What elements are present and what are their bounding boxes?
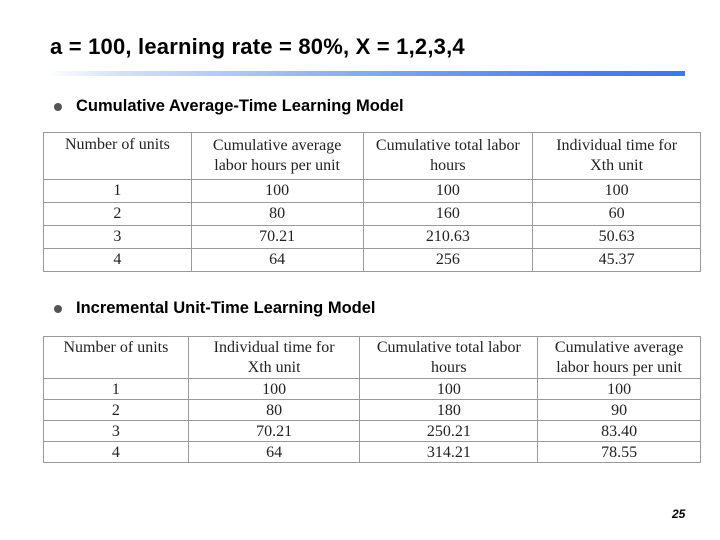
table-cell: 3 <box>44 421 189 442</box>
title-underline <box>45 71 685 76</box>
table-cell: 210.63 <box>363 226 533 249</box>
table-cell: 250.21 <box>360 421 538 442</box>
table-row <box>44 203 701 226</box>
section1-heading: Cumulative Average-Time Learning Model <box>76 97 404 115</box>
table-cell: 78.55 <box>538 442 701 463</box>
header-text: Individual time for <box>556 137 678 154</box>
table-row <box>44 421 701 442</box>
bullet-icon <box>54 305 62 313</box>
table-cell: 60 <box>533 203 701 226</box>
header-text: Number of units <box>64 136 170 153</box>
table-cell: 100 <box>363 180 533 203</box>
table-cell: 70.21 <box>188 421 360 442</box>
header-text: Individual time for <box>213 338 335 356</box>
header-cell <box>360 337 538 379</box>
header-cell <box>44 337 189 379</box>
page-number: 25 <box>672 507 686 521</box>
table-row <box>44 180 701 203</box>
header-cell <box>363 133 533 180</box>
table-cell: 83.40 <box>538 421 701 442</box>
table-cell: 4 <box>44 442 189 463</box>
table-cell: 70.21 <box>191 226 363 249</box>
table-cell: 50.63 <box>533 226 701 249</box>
table-cell: 100 <box>538 379 701 400</box>
table-cell: 64 <box>191 249 363 272</box>
section2-heading: Incremental Unit-Time Learning Model <box>76 299 376 317</box>
table-cell: 100 <box>360 379 538 400</box>
header-cell <box>191 133 363 180</box>
table-cell: 2 <box>44 400 189 421</box>
header-text: Cumulative total labor <box>376 338 521 356</box>
table-cell: 1 <box>44 379 189 400</box>
table-header-row <box>44 133 701 180</box>
header-text: Xth unit <box>590 157 644 174</box>
table-row <box>44 400 701 421</box>
bullet-icon <box>54 103 62 111</box>
header-text: labor hours per unit <box>556 358 682 376</box>
table-cell: 100 <box>191 180 363 203</box>
header-cell <box>538 337 701 379</box>
table-row <box>44 226 701 249</box>
table-cell: 2 <box>44 203 192 226</box>
header-text: hours <box>431 358 467 376</box>
header-text: labor hours per unit <box>214 157 340 174</box>
table-row <box>44 442 701 463</box>
header-cell <box>533 133 701 180</box>
cumulative-average-time-table <box>43 132 701 272</box>
header-text: Cumulative average <box>212 137 342 154</box>
section2-bullet <box>54 299 376 318</box>
table-cell: 256 <box>363 249 533 272</box>
table-cell: 4 <box>44 249 192 272</box>
table-row <box>44 249 701 272</box>
section1-bullet <box>54 97 404 116</box>
header-text: Cumulative total labor <box>375 137 520 154</box>
table-cell: 314.21 <box>360 442 538 463</box>
header-text: hours <box>430 157 466 174</box>
header-text: Cumulative average <box>554 338 684 356</box>
table-cell: 1 <box>44 180 192 203</box>
table-header-row <box>44 337 701 379</box>
header-cell <box>188 337 360 379</box>
slide-title: a = 100, learning rate = 80%, X = 1,2,3,4 <box>50 34 465 59</box>
table-cell: 3 <box>44 226 192 249</box>
header-text: Number of units <box>63 339 169 356</box>
header-text: Xth unit <box>247 358 301 376</box>
incremental-unit-time-table <box>43 336 701 463</box>
table-cell: 80 <box>188 400 360 421</box>
table-cell: 45.37 <box>533 249 701 272</box>
table-cell: 64 <box>188 442 360 463</box>
table-cell: 100 <box>533 180 701 203</box>
table-cell: 160 <box>363 203 533 226</box>
table-row <box>44 379 701 400</box>
table-cell: 90 <box>538 400 701 421</box>
table-cell: 180 <box>360 400 538 421</box>
table-cell: 80 <box>191 203 363 226</box>
header-cell <box>44 133 192 180</box>
table-cell: 100 <box>188 379 360 400</box>
